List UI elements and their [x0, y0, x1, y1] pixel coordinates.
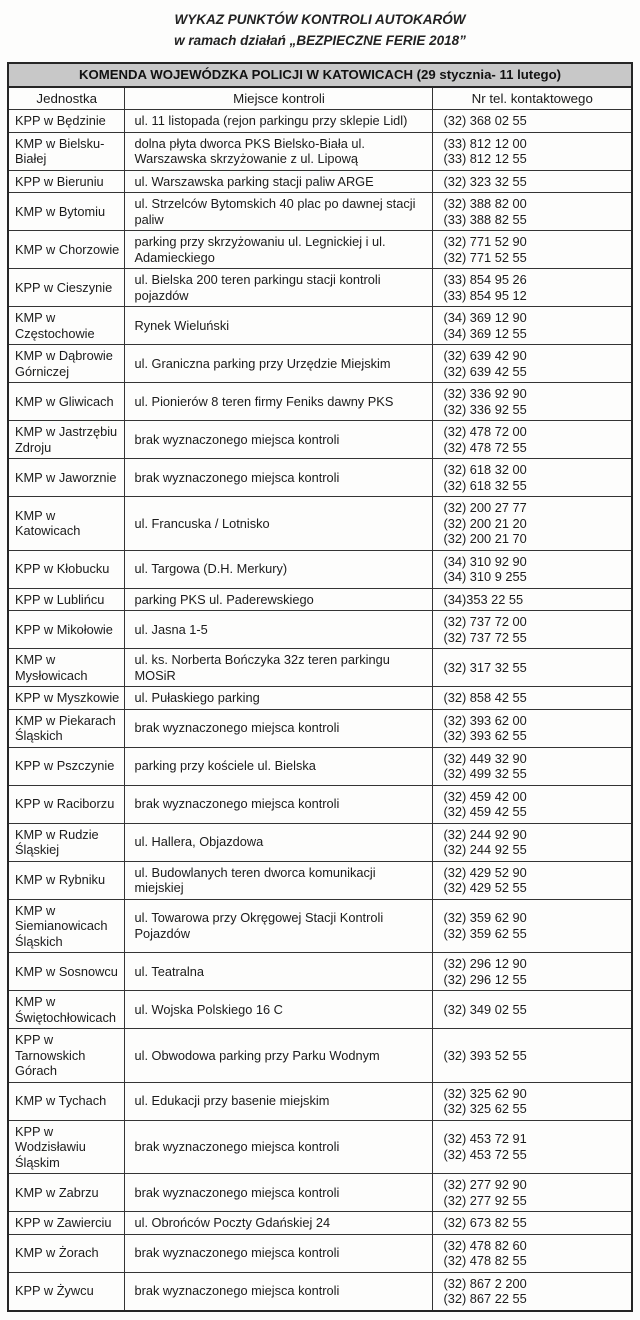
phone-cell — [433, 1120, 632, 1174]
column-header-nr-tel: Nr tel. kontaktowego — [433, 87, 632, 110]
unit-cell: KMP w Rudzie Śląskiej — [8, 823, 125, 861]
unit-cell: KPP w Wodzisławiu Śląskim — [8, 1120, 125, 1174]
unit-cell: KPP w Raciborzu — [8, 785, 125, 823]
column-header-miejsce-kontroli: Miejsce kontroli — [125, 87, 433, 110]
phone-number: (32) 323 32 55 — [443, 173, 527, 189]
unit-cell: KMP w Katowicach — [8, 497, 125, 551]
unit-cell: KMP w Częstochowie — [8, 307, 125, 345]
phone-number: (32) 639 42 90 — [443, 348, 527, 363]
phone-number: (32) 478 82 60 — [443, 1237, 527, 1253]
place-cell: parking przy skrzyżowaniu ul. Legnickiej i ul. Adamieckiego — [125, 231, 433, 269]
phone-cell — [433, 747, 632, 785]
table-row — [8, 1174, 632, 1212]
phone-cell — [433, 307, 632, 345]
place-cell: brak wyznaczonego miejsca kontroli — [125, 1120, 433, 1174]
unit-cell: KMP w Bielsku-Białej — [8, 132, 125, 170]
table-row — [8, 132, 632, 170]
phone-number: (32) 737 72 00 — [443, 614, 527, 629]
phone-number: (34) 369 12 90 — [443, 310, 527, 325]
document-header — [0, 0, 640, 51]
unit-cell: KPP w Cieszynie — [8, 269, 125, 307]
place-cell: Rynek Wieluński — [125, 307, 433, 345]
phone-cell — [433, 1272, 632, 1311]
phone-cell — [433, 231, 632, 269]
table-row — [8, 1120, 632, 1174]
phone-number: (32) 459 42 00 — [443, 788, 527, 804]
place-cell: brak wyznaczonego miejsca kontroli — [125, 1234, 433, 1272]
unit-cell: KPP w Będzinie — [8, 110, 125, 133]
phone-number: (32) 277 92 90 — [443, 1177, 527, 1192]
unit-cell: KMP w Dąbrowie Górniczej — [8, 345, 125, 383]
unit-cell: KMP w Świętochłowicach — [8, 991, 125, 1029]
phone-number: (32) 244 92 55 — [443, 842, 527, 857]
phone-number: (32) 618 32 00 — [443, 462, 527, 477]
phone-number: (32) 336 92 90 — [443, 386, 527, 401]
phone-cell — [433, 991, 632, 1029]
phone-number: (32) 200 21 20 — [443, 515, 527, 531]
phone-number: (32) 393 62 55 — [443, 728, 527, 743]
phone-cell — [433, 110, 632, 133]
phone-number: (32) 618 32 55 — [443, 477, 527, 493]
phone-number: (32) 325 62 55 — [443, 1101, 527, 1116]
phone-number: (32) 317 32 55 — [443, 659, 527, 675]
phone-number: (32) 200 27 77 — [443, 500, 527, 515]
table-body — [8, 110, 632, 1311]
table-row — [8, 588, 632, 611]
phone-number: (32) 277 92 55 — [443, 1192, 527, 1208]
phone-number: (32) 349 02 55 — [443, 1001, 527, 1017]
phone-number: (32) 200 21 70 — [443, 531, 527, 546]
phone-cell — [433, 459, 632, 497]
page-title: WYKAZ PUNKTÓW KONTROLI AUTOKARÓW — [174, 12, 466, 27]
table-row — [8, 269, 632, 307]
table-row — [8, 1234, 632, 1272]
table-row — [8, 747, 632, 785]
phone-cell — [433, 1082, 632, 1120]
unit-cell: KMP w Żorach — [8, 1234, 125, 1272]
place-cell: ul. Warszawska parking stacji paliw ARGE — [125, 170, 433, 193]
unit-cell: KMP w Zabrzu — [8, 1174, 125, 1212]
place-cell: dolna płyta dworca PKS Bielsko-Biała ul. Warszawska skrzyżowanie z ul. Lipową — [125, 132, 433, 170]
phone-cell — [433, 497, 632, 551]
phone-number: (32) 429 52 90 — [443, 864, 527, 880]
phone-number: (32) 296 12 55 — [443, 971, 527, 987]
table-row — [8, 170, 632, 193]
phone-number: (32) 771 52 90 — [443, 234, 527, 249]
phone-number: (34) 310 92 90 — [443, 553, 527, 569]
unit-cell: KPP w Bieruniu — [8, 170, 125, 193]
phone-number: (33) 388 82 55 — [443, 211, 527, 227]
phone-number: (32) 244 92 90 — [443, 826, 527, 842]
unit-cell: KPP w Pszczynie — [8, 747, 125, 785]
place-cell: brak wyznaczonego miejsca kontroli — [125, 459, 433, 497]
table-row — [8, 1272, 632, 1311]
table-row — [8, 231, 632, 269]
place-cell: ul. ks. Norberta Bończyka 32z teren parkingu MOSiR — [125, 649, 433, 687]
unit-cell: KMP w Tychach — [8, 1082, 125, 1120]
phone-cell — [433, 421, 632, 459]
table-row — [8, 307, 632, 345]
page-subtitle: w ramach działań „BEZPIECZNE FERIE 2018” — [174, 33, 466, 48]
table-row — [8, 193, 632, 231]
table-row — [8, 459, 632, 497]
phone-number: (34) 310 9 255 — [443, 569, 527, 584]
phone-number: (32) 336 92 55 — [443, 401, 527, 417]
table-band-row — [8, 63, 632, 87]
phone-number: (32) 639 42 55 — [443, 363, 527, 379]
phone-number: (32) 478 72 00 — [443, 424, 527, 439]
unit-cell: KPP w Zawierciu — [8, 1212, 125, 1235]
unit-cell: KPP w Żywcu — [8, 1272, 125, 1311]
place-cell: ul. Pionierów 8 teren firmy Feniks dawny PKS — [125, 383, 433, 421]
phone-number: (32) 453 72 55 — [443, 1146, 527, 1162]
table-row — [8, 550, 632, 588]
phone-number: (32) 393 52 55 — [443, 1047, 527, 1063]
unit-cell: KMP w Siemianowicach Śląskich — [8, 899, 125, 953]
table-row — [8, 1029, 632, 1083]
phone-number: (32) 325 62 90 — [443, 1085, 527, 1101]
phone-cell — [433, 1234, 632, 1272]
table-column-header-row — [8, 87, 632, 110]
place-cell: ul. Wojska Polskiego 16 C — [125, 991, 433, 1029]
table-row — [8, 345, 632, 383]
table-row — [8, 991, 632, 1029]
phone-number: (34)353 22 55 — [443, 591, 524, 607]
unit-cell: KMP w Jastrzębiu Zdroju — [8, 421, 125, 459]
phone-number: (32) 867 2 200 — [443, 1275, 527, 1291]
place-cell: ul. Budowlanych teren dworca komunikacji miejskiej — [125, 861, 433, 899]
place-cell: ul. Targowa (D.H. Merkury) — [125, 550, 433, 588]
phone-number: (32) 368 02 55 — [443, 113, 527, 128]
phone-number: (32) 771 52 55 — [443, 249, 527, 265]
table-row — [8, 687, 632, 710]
table-row — [8, 110, 632, 133]
phone-number: (33) 812 12 00 — [443, 135, 527, 151]
unit-cell: KPP w Mikołowie — [8, 611, 125, 649]
phone-cell — [433, 269, 632, 307]
place-cell: brak wyznaczonego miejsca kontroli — [125, 1272, 433, 1311]
place-cell: ul. Bielska 200 teren parkingu stacji kontroli pojazdów — [125, 269, 433, 307]
phone-number: (32) 296 12 90 — [443, 956, 527, 971]
table-row — [8, 611, 632, 649]
place-cell: ul. Graniczna parking przy Urzędzie Miejskim — [125, 345, 433, 383]
phone-cell — [433, 1174, 632, 1212]
phone-cell — [433, 1212, 632, 1235]
place-cell: parking przy kościele ul. Bielska — [125, 747, 433, 785]
phone-cell — [433, 953, 632, 991]
unit-cell: KMP w Gliwicach — [8, 383, 125, 421]
table-band-title: KOMENDA WOJEWÓDZKA POLICJI W KATOWICACH (29 stycznia- 11 lutego) — [8, 63, 632, 87]
phone-number: (32) 359 62 90 — [443, 910, 527, 926]
column-header-jednostka: Jednostka — [8, 87, 125, 110]
place-cell: ul. Edukacji przy basenie miejskim — [125, 1082, 433, 1120]
place-cell: ul. Francuska / Lotnisko — [125, 497, 433, 551]
unit-cell: KPP w Lublińcu — [8, 588, 125, 611]
phone-number: (34) 369 12 55 — [443, 325, 527, 341]
table-row — [8, 1082, 632, 1120]
phone-number: (32) 737 72 55 — [443, 629, 527, 645]
place-cell: brak wyznaczonego miejsca kontroli — [125, 709, 433, 747]
unit-cell: KPP w Kłobucku — [8, 550, 125, 588]
place-cell: parking PKS ul. Paderewskiego — [125, 588, 433, 611]
phone-cell — [433, 785, 632, 823]
unit-cell: KMP w Chorzowie — [8, 231, 125, 269]
phone-cell — [433, 1029, 632, 1083]
unit-cell: KMP w Bytomiu — [8, 193, 125, 231]
place-cell: ul. 11 listopada (rejon parkingu przy sklepie Lidl) — [125, 110, 433, 133]
phone-cell — [433, 687, 632, 710]
place-cell: ul. Hallera, Objazdowa — [125, 823, 433, 861]
table-row — [8, 421, 632, 459]
place-cell: ul. Towarowa przy Okręgowej Stacji Kontroli Pojazdów — [125, 899, 433, 953]
phone-cell — [433, 611, 632, 649]
table-row — [8, 649, 632, 687]
phone-number: (33) 854 95 12 — [443, 287, 527, 303]
phone-number: (32) 429 52 55 — [443, 880, 527, 895]
phone-number: (32) 867 22 55 — [443, 1291, 527, 1306]
place-cell: ul. Obrońców Poczty Gdańskiej 24 — [125, 1212, 433, 1235]
table-row — [8, 861, 632, 899]
phone-cell — [433, 649, 632, 687]
unit-cell: KPP w Tarnowskich Górach — [8, 1029, 125, 1083]
phone-cell — [433, 709, 632, 747]
phone-number: (32) 453 72 91 — [443, 1131, 527, 1147]
control-points-table — [7, 62, 633, 1312]
place-cell: brak wyznaczonego miejsca kontroli — [125, 785, 433, 823]
table-row — [8, 709, 632, 747]
phone-number: (32) 459 42 55 — [443, 804, 527, 819]
table-row — [8, 497, 632, 551]
table-row — [8, 785, 632, 823]
unit-cell: KMP w Jaworznie — [8, 459, 125, 497]
phone-cell — [433, 550, 632, 588]
phone-cell — [433, 345, 632, 383]
phone-number: (32) 499 32 55 — [443, 766, 527, 781]
place-cell: ul. Obwodowa parking przy Parku Wodnym — [125, 1029, 433, 1083]
unit-cell: KMP w Piekarach Śląskich — [8, 709, 125, 747]
phone-cell — [433, 823, 632, 861]
phone-number: (33) 812 12 55 — [443, 151, 527, 166]
phone-number: (32) 388 82 00 — [443, 196, 527, 211]
table-row — [8, 1212, 632, 1235]
unit-cell: KPP w Myszkowie — [8, 687, 125, 710]
phone-cell — [433, 132, 632, 170]
phone-number: (32) 673 82 55 — [443, 1215, 527, 1230]
phone-cell — [433, 588, 632, 611]
place-cell: ul. Teatralna — [125, 953, 433, 991]
place-cell: ul. Pułaskiego parking — [125, 687, 433, 710]
phone-number: (32) 478 72 55 — [443, 439, 527, 455]
phone-number: (32) 359 62 55 — [443, 925, 527, 941]
phone-cell — [433, 193, 632, 231]
phone-number: (32) 449 32 90 — [443, 750, 527, 766]
unit-cell: KMP w Rybniku — [8, 861, 125, 899]
place-cell: ul. Strzelców Bytomskich 40 plac po dawnej stacji paliw — [125, 193, 433, 231]
table-row — [8, 899, 632, 953]
unit-cell: KMP w Mysłowicach — [8, 649, 125, 687]
phone-number: (32) 393 62 00 — [443, 712, 527, 728]
table-row — [8, 953, 632, 991]
table-row — [8, 383, 632, 421]
phone-number: (32) 478 82 55 — [443, 1253, 527, 1268]
place-cell: brak wyznaczonego miejsca kontroli — [125, 1174, 433, 1212]
place-cell: brak wyznaczonego miejsca kontroli — [125, 421, 433, 459]
phone-cell — [433, 861, 632, 899]
unit-cell: KMP w Sosnowcu — [8, 953, 125, 991]
phone-cell — [433, 170, 632, 193]
phone-cell — [433, 899, 632, 953]
phone-number: (33) 854 95 26 — [443, 272, 527, 287]
place-cell: ul. Jasna 1-5 — [125, 611, 433, 649]
table-row — [8, 823, 632, 861]
phone-number: (32) 858 42 55 — [443, 690, 527, 705]
phone-cell — [433, 383, 632, 421]
